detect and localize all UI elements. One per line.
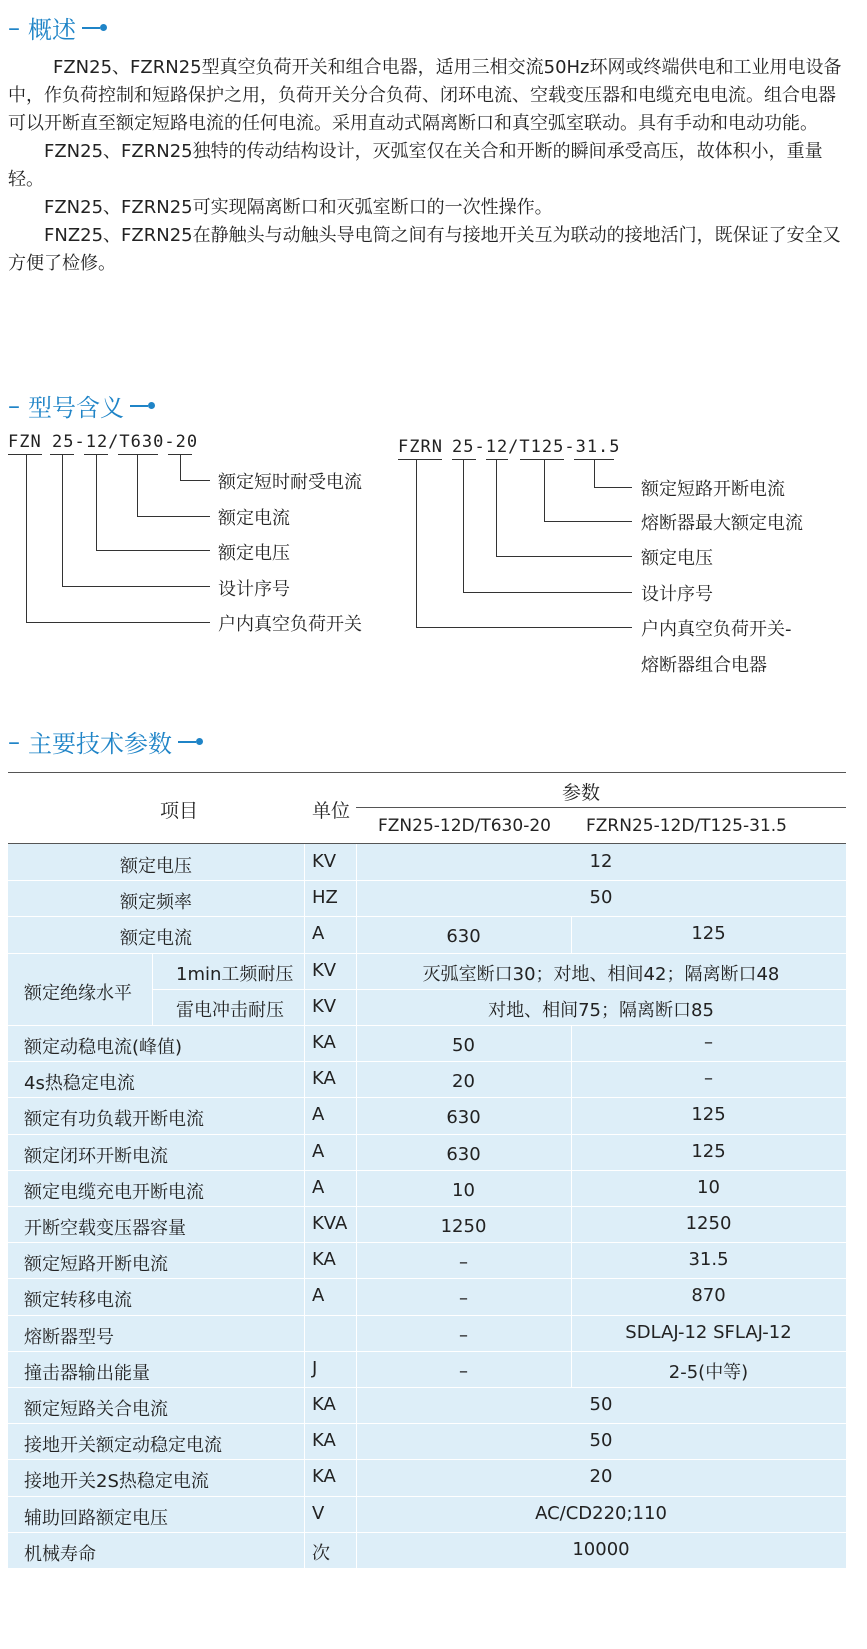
table-gridline xyxy=(356,1351,357,1387)
table-gridline xyxy=(571,1315,572,1351)
spec-value: 灭弧室断口30；对地、相间42；隔离断口48 xyxy=(422,963,780,985)
table-gridline xyxy=(8,1134,846,1135)
table-gridline xyxy=(356,953,357,989)
spec-value-col2: – xyxy=(704,1068,713,1090)
model-label: 户内真空负荷开关 xyxy=(218,614,362,635)
spec-item: 额定电缆充电开断电流 xyxy=(24,1181,204,1203)
spec-value-col1: – xyxy=(459,1360,468,1382)
table-gridline xyxy=(8,1170,846,1171)
spec-value-col1: – xyxy=(459,1288,468,1310)
spec-sub-item: 1min工频耐压 xyxy=(176,963,294,985)
table-gridline xyxy=(356,844,357,880)
spec-value-col2: 125 xyxy=(691,1140,726,1162)
table-gridline xyxy=(356,1242,357,1278)
table-gridline xyxy=(356,1423,357,1459)
table-gridline xyxy=(356,880,357,916)
table-gridline xyxy=(304,1423,305,1459)
spec-value-col1: – xyxy=(459,1324,468,1346)
table-gridline xyxy=(571,1351,572,1387)
model-code-right: 25-12/T125-31.5 xyxy=(452,437,621,457)
model-code-left: 25-12/T630-20 xyxy=(52,432,199,452)
spec-item: 机械寿命 xyxy=(24,1543,96,1565)
table-gridline xyxy=(304,1351,305,1387)
spec-value-col2: 870 xyxy=(691,1285,726,1307)
spec-unit: HZ xyxy=(312,887,338,909)
table-gridline xyxy=(356,1387,357,1423)
table-gridline xyxy=(304,1315,305,1351)
spec-value: 20 xyxy=(589,1466,613,1488)
overview-paragraph: FZN25、FZRN25可实现隔离断口和灭弧室断口的一次性操作。 xyxy=(44,197,553,218)
spec-item: 开断空载变压器容量 xyxy=(24,1218,186,1239)
model-label: 设计序号 xyxy=(218,579,290,600)
overview-paragraph: FZN25、FZRN25型真空负荷开关和组合电器，适用三相交流50Hz环网或终端供电和工业用电设备中，作负荷控制和短路保护之用，负荷开关分合负荷、闭环电流、空载变压器和电缆充电电流。组合电器可以开断直至额定短路电流的任何电流。采用直动式隔离断口和真空弧室联动。具有手动和电动功能。 xyxy=(8,57,842,134)
model-label: 额定短时耐受电流 xyxy=(218,472,362,493)
table-gridline xyxy=(356,1278,357,1314)
spec-value: 50 xyxy=(589,887,613,909)
table-gridline xyxy=(304,1532,305,1568)
spec-value: 50 xyxy=(589,1394,613,1415)
spec-item: 接地开关2S热稳定电流 xyxy=(24,1471,209,1493)
spec-value: 10000 xyxy=(572,1538,630,1560)
spec-value: 50 xyxy=(589,1430,613,1452)
spec-item: 额定转移电流 xyxy=(24,1290,132,1312)
table-gridline xyxy=(8,1315,846,1316)
spec-unit: A xyxy=(312,1285,325,1307)
table-gridline xyxy=(356,1170,357,1206)
model-heading: – 型号含义 xyxy=(8,388,155,423)
spec-unit: KV xyxy=(312,851,337,872)
spec-item: 额定动稳电流(峰值) xyxy=(24,1037,183,1058)
model-label: 设计序号 xyxy=(641,584,713,605)
table-gridline xyxy=(8,880,846,881)
table-gridline xyxy=(304,1061,305,1097)
table-gridline xyxy=(356,1315,357,1351)
header-col2: FZRN25-12D/T125-31.5 xyxy=(586,816,787,836)
model-label: 熔断器组合电器 xyxy=(641,655,767,676)
specs-title: 主要技术参数 xyxy=(28,730,172,758)
table-gridline xyxy=(356,1134,357,1170)
spec-value-col2: SDLAJ-12 SFLAJ-12 xyxy=(625,1321,792,1343)
model-prefix-left: FZN xyxy=(8,432,42,452)
spec-value-col1: 630 xyxy=(446,1143,481,1165)
table-gridline xyxy=(304,916,305,952)
table-gridline xyxy=(571,1025,572,1061)
spec-value-col1: – xyxy=(459,1252,468,1274)
table-gridline xyxy=(8,1025,846,1026)
table-gridline xyxy=(304,844,305,880)
spec-value-col2: 125 xyxy=(691,923,726,945)
spec-item: 熔断器型号 xyxy=(24,1326,114,1348)
spec-item: 额定短路关合电流 xyxy=(24,1399,168,1420)
spec-unit: KVA xyxy=(312,1213,348,1234)
spec-unit: KV xyxy=(312,995,337,1017)
table-gridline xyxy=(304,1278,305,1314)
header-item: 项目 xyxy=(160,800,199,822)
header-params-rule xyxy=(356,807,846,808)
table-gridline xyxy=(152,953,153,1025)
table-gridline xyxy=(8,1351,846,1352)
spec-value: AC/CD220;110 xyxy=(535,1502,667,1524)
table-gridline xyxy=(304,1170,305,1206)
model-label: 额定电流 xyxy=(218,508,290,529)
table-gridline xyxy=(304,1097,305,1133)
table-gridline xyxy=(8,1459,846,1460)
spec-value-col1: 630 xyxy=(446,1107,481,1129)
overview-paragraph: FZN25、FZRN25独特的传动结构设计，灭弧室仅在关合和开断的瞬间承受高压，故体积小，重量轻。 xyxy=(8,141,823,190)
table-gridline xyxy=(8,1097,846,1098)
spec-unit: A xyxy=(312,1140,325,1162)
model-label: 熔断器最大额定电流 xyxy=(641,513,803,534)
table-gridline xyxy=(571,1242,572,1278)
spec-item: 额定短路开断电流 xyxy=(24,1254,168,1276)
table-gridline xyxy=(356,1025,357,1061)
spec-value-col2: 1250 xyxy=(685,1213,732,1234)
model-label: 额定短路开断电流 xyxy=(641,479,785,500)
table-gridline xyxy=(304,1206,305,1242)
spec-value: 12 xyxy=(589,851,613,872)
spec-value: 对地、相间75；隔离断口85 xyxy=(488,999,714,1021)
table-gridline xyxy=(356,1206,357,1242)
overview-paragraph: FNZ25、FZRN25在静触头与动触头导电筒之间有与接地开关互为联动的接地活门，既保证了安全又方便了检修。 xyxy=(8,225,841,274)
table-gridline xyxy=(356,1459,357,1495)
overview-heading: – 概述 xyxy=(8,10,107,45)
table-gridline xyxy=(571,1206,572,1242)
overview-text xyxy=(8,54,848,278)
header-params: 参数 xyxy=(562,782,601,804)
spec-sub-item: 雷电冲击耐压 xyxy=(176,999,284,1021)
table-gridline xyxy=(304,1387,305,1423)
spec-unit: KA xyxy=(312,1249,336,1271)
spec-item: 接地开关额定动稳定电流 xyxy=(24,1435,222,1457)
table-gridline xyxy=(571,1134,572,1170)
spec-unit: A xyxy=(312,1104,325,1126)
spec-item: 额定闭环开断电流 xyxy=(24,1145,168,1167)
model-label: 额定电压 xyxy=(641,548,713,569)
table-gridline xyxy=(304,953,305,989)
table-gridline xyxy=(571,1278,572,1314)
spec-value-col2: 2-5(中等) xyxy=(668,1361,749,1383)
table-gridline xyxy=(152,989,846,990)
spec-unit: A xyxy=(312,1176,325,1198)
spec-unit: J xyxy=(312,1357,318,1379)
spec-unit: V xyxy=(312,1502,325,1524)
spec-unit: KA xyxy=(312,1032,336,1053)
spec-item: 额定电流 xyxy=(120,928,192,950)
table-gridline xyxy=(304,880,305,916)
table-gridline xyxy=(8,1387,846,1388)
table-gridline xyxy=(304,1496,305,1532)
table-top-rule xyxy=(8,772,846,773)
spec-item: 额定电压 xyxy=(120,856,192,877)
model-prefix-right: FZRN xyxy=(398,437,443,457)
table-gridline xyxy=(356,989,357,1025)
table-gridline xyxy=(571,916,572,952)
table-gridline xyxy=(571,1061,572,1097)
table-gridline xyxy=(8,916,846,917)
spec-group-label: 额定绝缘水平 xyxy=(24,982,132,1004)
spec-unit: KA xyxy=(312,1068,336,1090)
table-gridline xyxy=(8,953,846,954)
spec-table xyxy=(8,844,846,1568)
header-col1: FZN25-12D/T630-20 xyxy=(378,816,551,836)
header-unit: 单位 xyxy=(312,800,351,822)
spec-item: 撞击器输出能量 xyxy=(24,1362,150,1384)
spec-unit: KV xyxy=(312,959,337,981)
spec-value-col1: 50 xyxy=(452,1035,475,1056)
table-gridline xyxy=(356,1061,357,1097)
overview-title: 概述 xyxy=(28,16,76,44)
spec-unit: KA xyxy=(312,1430,336,1452)
spec-value-col1: 630 xyxy=(446,926,481,948)
table-gridline xyxy=(8,1242,846,1243)
spec-value-col1: 1250 xyxy=(440,1216,487,1237)
table-gridline xyxy=(304,989,305,1025)
specs-heading: – 主要技术参数 xyxy=(8,724,203,759)
spec-value-col1: 20 xyxy=(452,1071,475,1093)
table-gridline xyxy=(571,1097,572,1133)
table-gridline xyxy=(8,1423,846,1424)
table-gridline xyxy=(356,1496,357,1532)
table-gridline xyxy=(304,1242,305,1278)
table-gridline xyxy=(8,1278,846,1279)
model-label: 户内真空负荷开关- xyxy=(641,619,792,640)
table-gridline xyxy=(356,916,357,952)
spec-item: 额定有功负载开断电流 xyxy=(24,1109,204,1131)
table-gridline xyxy=(304,1025,305,1061)
table-gridline xyxy=(304,1459,305,1495)
spec-item: 4s热稳定电流 xyxy=(24,1073,135,1095)
spec-value-col2: 125 xyxy=(691,1104,726,1126)
table-gridline xyxy=(571,1170,572,1206)
spec-value-col2: 10 xyxy=(697,1176,720,1198)
table-gridline xyxy=(356,1532,357,1568)
table-gridline xyxy=(8,1496,846,1497)
table-gridline xyxy=(356,1097,357,1133)
spec-item: 额定频率 xyxy=(120,892,192,914)
spec-value-col2: 31.5 xyxy=(688,1249,729,1271)
spec-unit: KA xyxy=(312,1394,336,1415)
spec-unit: 次 xyxy=(312,1542,330,1564)
table-gridline xyxy=(304,1134,305,1170)
spec-unit: A xyxy=(312,923,325,945)
spec-value-col1: 10 xyxy=(452,1179,475,1201)
spec-value-col2: – xyxy=(704,1032,713,1053)
table-gridline xyxy=(8,1061,846,1062)
table-gridline xyxy=(8,1532,846,1533)
spec-unit: KA xyxy=(312,1466,336,1488)
spec-item: 辅助回路额定电压 xyxy=(24,1507,168,1529)
table-gridline xyxy=(8,1206,846,1207)
model-title: 型号含义 xyxy=(28,394,124,422)
model-label: 额定电压 xyxy=(218,543,290,564)
